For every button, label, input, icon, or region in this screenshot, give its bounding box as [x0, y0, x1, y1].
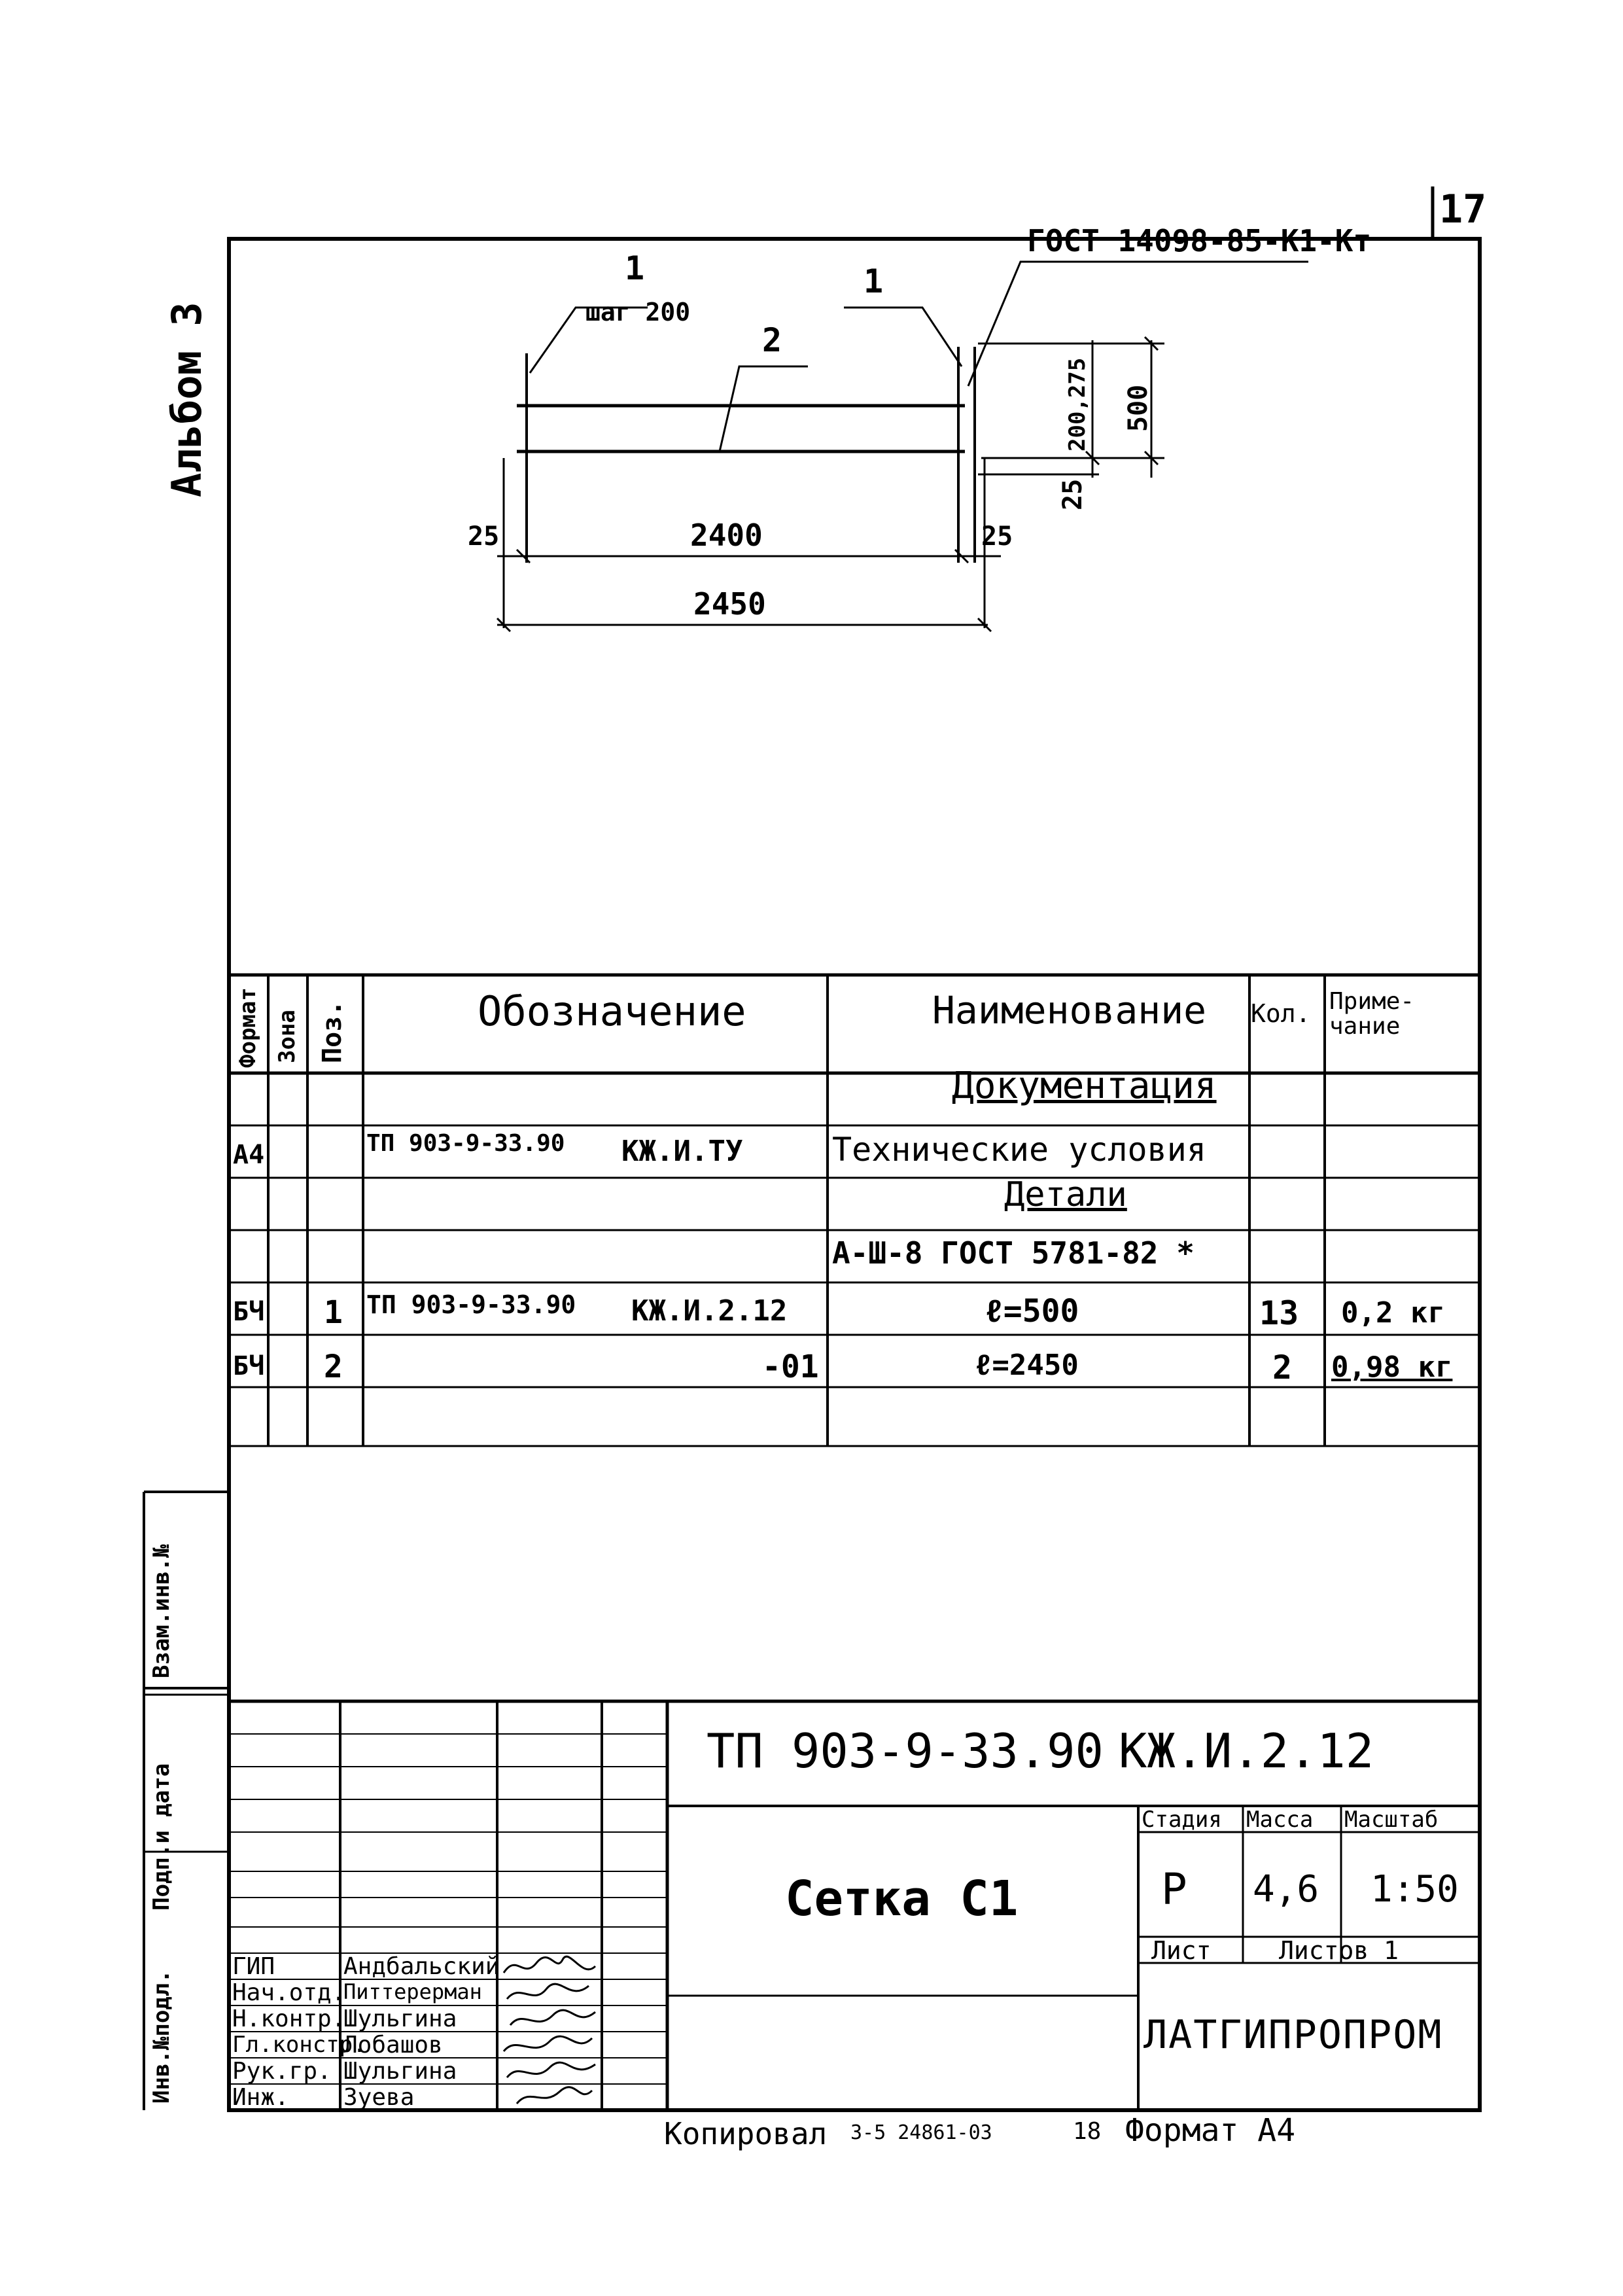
- signature-mark: [504, 2036, 592, 2051]
- dimension-25-left: 25: [468, 521, 500, 552]
- spec-row-3-name: А-Ш-8 ГОСТ 5781-82 *: [832, 1235, 1195, 1271]
- album-label: Альбом 3: [163, 302, 211, 497]
- spec-row-5-pos: 2: [324, 1349, 343, 1385]
- position-1-label-left: 1: [625, 249, 645, 287]
- spec-row-4-designation2: КЖ.И.2.12: [631, 1294, 788, 1328]
- page-number: 17: [1439, 186, 1487, 232]
- spec-row-5-qty: 2: [1272, 1349, 1293, 1386]
- staff-name: Шульгина: [343, 2058, 457, 2085]
- spec-row-5-name: ℓ=2450: [975, 1349, 1079, 1382]
- signature-mark: [507, 1984, 589, 1999]
- spec-row-5-format: БЧ: [233, 1351, 265, 1381]
- spec-row-4-designation: ТП 903-9-33.90: [366, 1290, 576, 1319]
- spec-header-note: Приме-чание: [1329, 988, 1415, 1040]
- title-block-code2: КЖ.И.2.12: [1119, 1723, 1374, 1778]
- signature-mark: [504, 1956, 595, 1973]
- signatures: [497, 1953, 602, 2110]
- staff-role: Рук.гр.: [232, 2058, 332, 2085]
- staff-role: Гл.констр.: [232, 2032, 366, 2058]
- dimension-500: 500: [1123, 384, 1153, 432]
- spec-row-4-note: 0,2 кг: [1341, 1296, 1445, 1330]
- dimension-200-275: 200,275: [1064, 357, 1091, 451]
- drawing-title: Сетка С1: [785, 1871, 1019, 1927]
- staff-name: Шульгина: [343, 2005, 457, 2032]
- staff-name: Питтерерман: [343, 1979, 482, 2004]
- spec-row-5-designation2: -01: [762, 1349, 819, 1385]
- spec-row-4-name: ℓ=500: [985, 1293, 1079, 1330]
- staff-name: Зуева: [343, 2084, 415, 2111]
- dimension-25-vertical: 25: [1058, 478, 1088, 510]
- staff-role: Н.контр.: [232, 2005, 346, 2032]
- spec-header-pos: Поз.: [317, 1000, 347, 1063]
- footer-copier-id: 3-5 24861-03: [850, 2121, 992, 2144]
- position-1-label-right: 1: [864, 262, 884, 300]
- spec-row-1-name: Технические условия: [832, 1131, 1206, 1169]
- spec-row-0-name: Документация: [952, 1065, 1217, 1107]
- mesh-standard-label: ГОСТ 14098-85-К1-Кт: [1027, 223, 1372, 258]
- staff-role: Инж.: [232, 2084, 289, 2111]
- spec-header-zone: Зона: [274, 1010, 300, 1063]
- scale-value: 1:50: [1370, 1868, 1459, 1911]
- sheets-label: Листов 1: [1279, 1936, 1399, 1965]
- organization-name: ЛАТГИПРОПРОМ: [1143, 2012, 1443, 2058]
- spec-row-5-note: 0,98 кг: [1331, 1351, 1453, 1384]
- spec-row-1-designation2: КЖ.И.ТУ: [621, 1135, 743, 1168]
- signature-mark: [507, 2062, 595, 2077]
- spec-row-1-format: А4: [233, 1140, 265, 1170]
- dimension-2450: 2450: [693, 586, 766, 622]
- footer-number: 18: [1073, 2118, 1102, 2145]
- stage-label: Стадия: [1142, 1807, 1222, 1833]
- spec-header-name: Наименование: [932, 988, 1207, 1033]
- signature-mark: [517, 2087, 592, 2104]
- staff-role: Нач.отд.: [232, 1979, 346, 2006]
- staff-name: Андбальский: [343, 1953, 500, 1980]
- scale-label: Масштаб: [1344, 1807, 1439, 1833]
- footer-copied-label: Копировал: [664, 2116, 828, 2151]
- staff-name: Лобашов: [343, 2032, 443, 2058]
- dimension-2400: 2400: [690, 518, 763, 553]
- spec-row-4-pos: 1: [324, 1294, 343, 1331]
- spec-row-4-format: БЧ: [233, 1297, 265, 1327]
- mass-value: 4,6: [1253, 1868, 1319, 1911]
- position-2-label: 2: [762, 321, 782, 359]
- stage-value: Р: [1161, 1864, 1187, 1915]
- mass-label: Масса: [1246, 1807, 1314, 1833]
- spec-header-designation: Обозначение: [478, 987, 746, 1035]
- staff-role: ГИП: [232, 1953, 275, 1980]
- title-block-code: ТП 903-9-33.90: [707, 1723, 1104, 1778]
- spec-row-4-qty: 13: [1259, 1294, 1299, 1332]
- pitch-label: шаг 200: [585, 298, 691, 327]
- signature-mark: [510, 2010, 595, 2025]
- spec-header-format: Формат: [235, 987, 261, 1068]
- spec-row-2-name: Детали: [1004, 1175, 1127, 1214]
- spec-row-1-designation: ТП 903-9-33.90: [366, 1130, 565, 1157]
- spec-header-qty: Кол.: [1251, 999, 1311, 1028]
- dimension-25-right: 25: [981, 521, 1013, 552]
- sheet-label: Лист: [1151, 1936, 1212, 1965]
- stamp-sign-date: Подп.и дата: [148, 1763, 175, 1911]
- footer-format: Формат А4: [1125, 2112, 1296, 2149]
- stamp-inv-original: Инв.№подл.: [148, 1969, 175, 2104]
- stamp-replace-inv: Взам.инв.№: [148, 1544, 175, 1678]
